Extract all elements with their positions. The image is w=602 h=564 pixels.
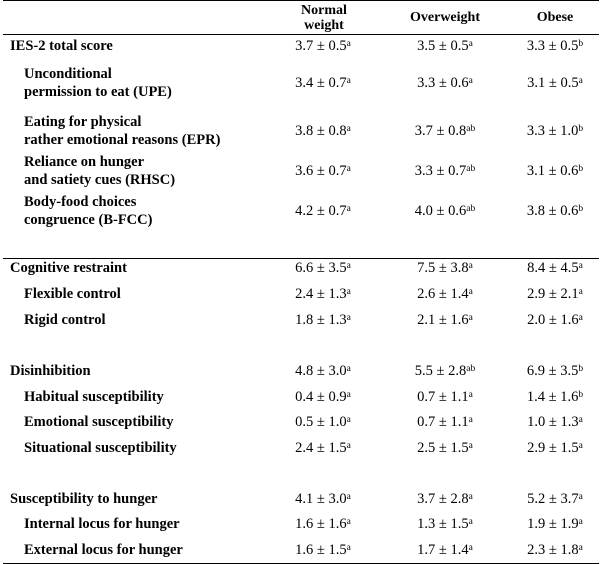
significance-superscript: a xyxy=(346,543,351,553)
value-cell xyxy=(490,203,602,220)
row-label-line2: rather emotional reasons (EPR) xyxy=(24,132,221,148)
row-label: Disinhibition xyxy=(10,363,91,379)
significance-superscript: a xyxy=(346,39,351,49)
header-normal-weight xyxy=(283,3,365,33)
mean-sd: 4.0 ± 0.6 xyxy=(414,203,467,219)
row-label: IES-2 total score xyxy=(10,38,113,54)
value-cell xyxy=(490,491,602,508)
mean-sd: 3.3 ± 0.6 xyxy=(417,75,469,91)
mean-sd: 6.6 ± 3.5 xyxy=(295,260,347,276)
row-label-line1: Body-food choices xyxy=(24,194,137,210)
significance-superscript: a xyxy=(468,441,473,451)
value-cell xyxy=(490,123,602,140)
value-cell xyxy=(490,414,602,431)
significance-superscript: a xyxy=(346,124,351,134)
mean-sd: 3.1 ± 0.6 xyxy=(526,163,579,179)
row-label-line2: and satiety cues (RHSC) xyxy=(24,172,176,188)
header-obese: Obese xyxy=(536,10,574,25)
significance-superscript: ab xyxy=(466,364,476,374)
value-cell xyxy=(490,75,602,92)
mean-sd: 3.8 ± 0.6 xyxy=(526,203,579,219)
significance-superscript: a xyxy=(468,390,473,400)
row-label-line2: congruence (B-FCC) xyxy=(24,212,153,228)
significance-superscript: b xyxy=(578,390,584,400)
top-rule xyxy=(3,0,599,1)
significance-superscript: a xyxy=(346,261,351,271)
value-cell xyxy=(490,286,602,303)
value-cell xyxy=(258,363,388,380)
significance-superscript: a xyxy=(578,287,583,297)
value-cell xyxy=(258,491,388,508)
mean-sd: 3.7 ± 0.8 xyxy=(414,123,467,139)
significance-superscript: a xyxy=(578,415,583,425)
header-rule xyxy=(3,34,599,35)
mean-sd: 2.6 ± 1.4 xyxy=(417,286,469,302)
significance-superscript: a xyxy=(578,76,583,86)
row-label: Cognitive restraint xyxy=(10,260,127,276)
mean-sd: 0.7 ± 1.1 xyxy=(417,389,469,405)
row-label: Habitual susceptibility xyxy=(24,389,164,405)
mean-sd: 3.8 ± 0.8 xyxy=(295,123,347,139)
row-label: Situational susceptibility xyxy=(24,440,177,456)
mean-sd: 1.6 ± 1.6 xyxy=(295,516,347,532)
significance-superscript: a xyxy=(578,261,583,271)
value-cell xyxy=(258,203,388,220)
mean-sd: 3.5 ± 0.5 xyxy=(417,38,469,54)
significance-superscript: a xyxy=(578,492,583,502)
significance-superscript: b xyxy=(578,164,584,174)
significance-superscript: a xyxy=(346,76,351,86)
value-cell xyxy=(490,363,602,380)
mean-sd: 2.0 ± 1.6 xyxy=(527,312,579,328)
significance-superscript: a xyxy=(346,287,351,297)
mean-sd: 3.3 ± 0.7 xyxy=(414,163,467,179)
row-label: External locus for hunger xyxy=(24,542,183,558)
header-normal-weight-line1: Normal xyxy=(301,3,347,18)
value-cell xyxy=(490,542,602,559)
mean-sd: 1.8 ± 1.3 xyxy=(295,312,347,328)
header-normal-weight-line2: weight xyxy=(304,18,344,33)
value-cell xyxy=(258,38,388,55)
significance-superscript: a xyxy=(468,39,473,49)
mean-sd: 3.1 ± 0.5 xyxy=(527,75,579,91)
value-cell xyxy=(490,38,602,55)
row-label: Emotional susceptibility xyxy=(24,414,174,430)
significance-superscript: ab xyxy=(466,164,476,174)
mean-sd: 2.3 ± 1.8 xyxy=(527,542,579,558)
header-overweight: Overweight xyxy=(410,10,480,25)
value-cell xyxy=(258,414,388,431)
value-cell xyxy=(258,312,388,329)
significance-superscript: b xyxy=(578,364,584,374)
value-cell xyxy=(258,389,388,406)
significance-superscript: b xyxy=(578,204,584,214)
mean-sd: 5.5 ± 2.8 xyxy=(414,363,467,379)
significance-superscript: ab xyxy=(466,124,476,134)
mean-sd: 3.7 ± 2.8 xyxy=(417,491,469,507)
mean-sd: 3.3 ± 1.0 xyxy=(526,123,579,139)
mean-sd: 2.9 ± 2.1 xyxy=(527,286,579,302)
value-cell xyxy=(258,163,388,180)
mean-sd: 4.2 ± 0.7 xyxy=(295,203,347,219)
row-label-line1: Eating for physical xyxy=(24,114,142,130)
significance-superscript: a xyxy=(578,517,583,527)
row-label: Flexible control xyxy=(24,286,121,302)
significance-superscript: a xyxy=(578,313,583,323)
mean-sd: 3.4 ± 0.7 xyxy=(295,75,347,91)
significance-superscript: a xyxy=(468,76,473,86)
mean-sd: 6.9 ± 3.5 xyxy=(526,363,579,379)
mean-sd: 0.4 ± 0.9 xyxy=(295,389,347,405)
mean-sd: 8.4 ± 4.5 xyxy=(527,260,579,276)
significance-superscript: a xyxy=(346,441,351,451)
significance-superscript: a xyxy=(468,313,473,323)
mean-sd: 1.4 ± 1.6 xyxy=(526,389,579,405)
row-label: Susceptibility to hunger xyxy=(10,491,158,507)
significance-superscript: b xyxy=(578,124,584,134)
mean-sd: 3.3 ± 0.5 xyxy=(526,38,579,54)
section-rule xyxy=(3,258,599,259)
mean-sd: 1.3 ± 1.5 xyxy=(417,516,469,532)
significance-superscript: b xyxy=(578,39,584,49)
significance-superscript: a xyxy=(346,364,351,374)
significance-superscript: a xyxy=(468,287,473,297)
mean-sd: 2.9 ± 1.5 xyxy=(527,440,579,456)
mean-sd: 2.1 ± 1.6 xyxy=(417,312,469,328)
value-cell xyxy=(258,440,388,457)
value-cell xyxy=(490,260,602,277)
value-cell xyxy=(258,123,388,140)
significance-superscript: a xyxy=(468,543,473,553)
significance-superscript: a xyxy=(346,164,351,174)
mean-sd: 4.1 ± 3.0 xyxy=(295,491,347,507)
mean-sd: 2.4 ± 1.5 xyxy=(295,440,347,456)
row-label: Rigid control xyxy=(24,312,106,328)
mean-sd: 2.5 ± 1.5 xyxy=(417,440,469,456)
value-cell xyxy=(258,260,388,277)
value-cell xyxy=(490,389,602,406)
significance-superscript: a xyxy=(578,441,583,451)
significance-superscript: a xyxy=(346,204,351,214)
mean-sd: 1.7 ± 1.4 xyxy=(417,542,469,558)
row-label-line1: Reliance on hunger xyxy=(24,154,145,170)
mean-sd: 1.9 ± 1.9 xyxy=(527,516,579,532)
significance-superscript: a xyxy=(346,390,351,400)
significance-superscript: a xyxy=(346,517,351,527)
mean-sd: 2.4 ± 1.3 xyxy=(295,286,347,302)
significance-superscript: a xyxy=(468,492,473,502)
mean-sd: 1.6 ± 1.5 xyxy=(295,542,347,558)
mean-sd: 7.5 ± 3.8 xyxy=(417,260,469,276)
value-cell xyxy=(258,516,388,533)
significance-superscript: a xyxy=(468,517,473,527)
significance-superscript: a xyxy=(468,261,473,271)
mean-sd: 0.5 ± 1.0 xyxy=(295,414,347,430)
mean-sd: 4.8 ± 3.0 xyxy=(295,363,347,379)
value-cell xyxy=(490,163,602,180)
significance-superscript: a xyxy=(346,415,351,425)
significance-superscript: a xyxy=(346,313,351,323)
mean-sd: 1.0 ± 1.3 xyxy=(527,414,579,430)
value-cell xyxy=(490,440,602,457)
value-cell xyxy=(258,542,388,559)
value-cell xyxy=(490,516,602,533)
mean-sd: 3.6 ± 0.7 xyxy=(295,163,347,179)
significance-superscript: a xyxy=(578,543,583,553)
mean-sd: 0.7 ± 1.1 xyxy=(417,414,469,430)
value-cell xyxy=(258,75,388,92)
significance-superscript: ab xyxy=(466,204,476,214)
row-label-line1: Unconditional xyxy=(24,66,112,82)
row-label-line2: permission to eat (UPE) xyxy=(24,84,172,100)
value-cell xyxy=(490,312,602,329)
row-label: Internal locus for hunger xyxy=(24,516,180,532)
significance-superscript: a xyxy=(346,492,351,502)
significance-superscript: a xyxy=(468,415,473,425)
value-cell xyxy=(258,286,388,303)
mean-sd: 3.7 ± 0.5 xyxy=(295,38,347,54)
mean-sd: 5.2 ± 3.7 xyxy=(527,491,579,507)
